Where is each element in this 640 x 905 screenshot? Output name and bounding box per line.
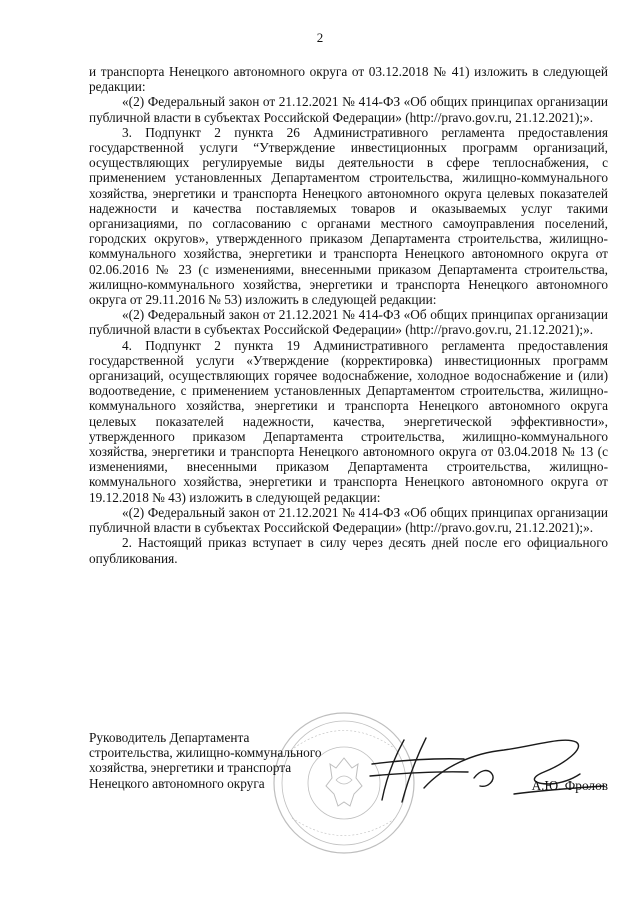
- paragraph-quote-3: «(2) Федеральный закон от 21.12.2021 № 414-ФЗ «Об общих принципах организации публичной власти в субъектах Российской Федерации» (http://pravo.gov.ru, 21.12.2021);».: [89, 504, 608, 536]
- paragraph-effective-date: 2. Настоящий приказ вступает в силу через десять дней после его официального опубликования.: [89, 535, 608, 566]
- paragraph-item-4: 4. Подпункт 2 пункта 19 Административного регламента предоставления государственной услуги «Утверждение (корректировка) инвестиционных программ организаций, осуществляющих горячее водоснабжение, холодное водоснабжение и (или) водоотведение, с применением установленных Департаментом строительства, жилищно-коммунального хозяйства, энергетики и транспорта Ненецкого автономного округа целевых показателей надежности, качества, энергетической эффективности», утвержденного приказом Департамента строительства, жилищно-коммунального хозяйства, энергетики и транспорта Ненецкого автономного округа от 03.04.2018 № 13 (с изменениями, внесенными приказом Департамента строительства, жилищно-коммунального хозяйства, энергетики и транспорта Ненецкого автономного округа от 19.12.2018 № 43) изложить в следующей редакции:: [89, 337, 608, 505]
- paragraph-continuation: и транспорта Ненецкого автономного округа от 03.12.2018 № 41) изложить в следующей редакции:: [89, 64, 608, 95]
- handwritten-signature: [364, 728, 614, 808]
- paragraph-quote-1: «(2) Федеральный закон от 21.12.2021 № 414-ФЗ «Об общих принципах организации публичной власти в субъектах Российской Федерации» (http://pravo.gov.ru, 21.12.2021);».: [89, 94, 608, 125]
- signatory-name: А.Ю. Фролов: [531, 778, 608, 793]
- signature-block: [89, 730, 608, 850]
- signatory-position: [89, 730, 409, 791]
- document-body: [89, 64, 608, 566]
- signatory-position-line: строительства, жилищно-коммунального: [89, 745, 322, 761]
- signatory-position-line: Руководитель Департамента: [89, 730, 250, 745]
- paragraph-quote-2: «(2) Федеральный закон от 21.12.2021 № 414-ФЗ «Об общих принципах организации публичной власти в субъектах Российской Федерации» (http://pravo.gov.ru, 21.12.2021);».: [89, 307, 608, 338]
- page-number: 2: [316, 30, 324, 45]
- signatory-position-line: хозяйства, энергетики и транспорта: [89, 760, 292, 776]
- paragraph-item-3: 3. Подпункт 2 пункта 26 Административного регламента предоставления государственной услуги “Утверждение инвестиционных программ организаций, осуществляющих регулируемые виды деятельности в сфере теплоснабжения, с применением установленных Департаментом строительства, жилищно-коммунального хозяйства, энергетики и транспорта Ненецкого автономного округа целевых показателей надежности и качества поставляемых товаров и оказываемых услуг такими организациями, по согласованию с органами местного самоуправления поселений, городских округов», утвержденного приказом Департамента строительства, жилищно-коммунального хозяйства, энергетики и транспорта Ненецкого автономного округа от 02.06.2016 № 23 (с изменениями, внесенными приказом Департамента строительства, жилищно-коммунального хозяйства, энергетики и транспорта Ненецкого автономного округа от 29.11.2016 № 53) изложить в следующей редакции:: [89, 124, 608, 308]
- signatory-position-line: Ненецкого автономного округа: [89, 775, 265, 791]
